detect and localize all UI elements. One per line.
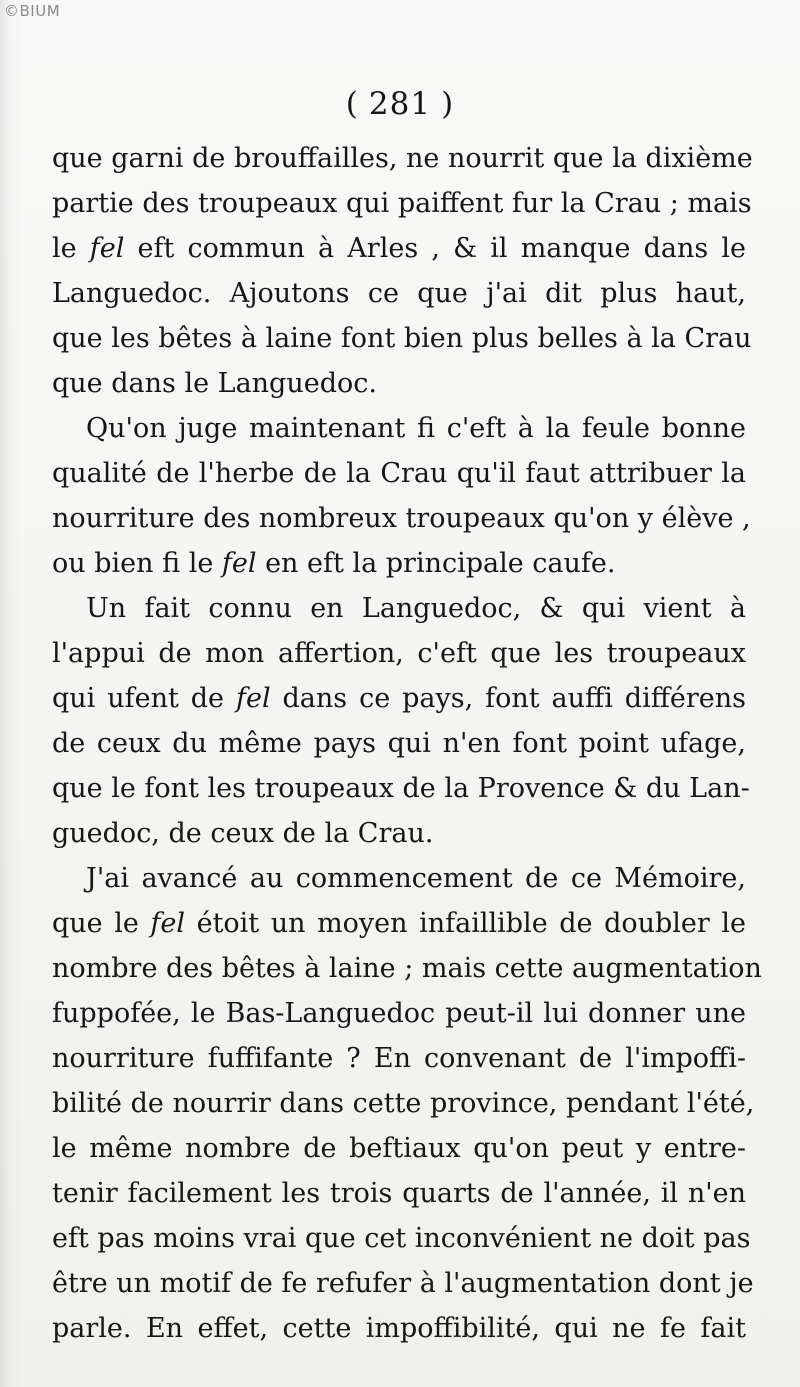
page-number: 281 bbox=[368, 86, 432, 122]
text-run: qui ufent de bbox=[52, 683, 236, 714]
text-line bbox=[86, 857, 746, 901]
text-line bbox=[52, 182, 752, 226]
text-run: Un fait connu en Languedoc, & qui vient à bbox=[86, 593, 746, 624]
text-run: fuppofée, le Bas-Languedoc peut-il lui donner une bbox=[52, 998, 746, 1029]
text-line bbox=[52, 1127, 746, 1171]
italic-text-run: fel bbox=[221, 548, 257, 579]
text-run: dans ce pays, font auffi différens bbox=[270, 683, 747, 714]
text-run: partie des troupeaux qui paiffent fur la Crau ; mais bbox=[52, 188, 752, 219]
text-line bbox=[52, 1217, 751, 1261]
italic-text-run: fel bbox=[235, 683, 271, 714]
text-run: l'appui de mon affertion, c'eft que les troupeaux bbox=[52, 638, 746, 669]
text-line bbox=[52, 1082, 755, 1126]
text-run: que le font les troupeaux de la Provence & du Lan- bbox=[52, 773, 750, 804]
text-line bbox=[52, 1262, 754, 1306]
text-run: nourriture fuffifante ? En convenant de l'impoffi- bbox=[52, 1043, 746, 1074]
watermark-text: ©BIUM bbox=[4, 2, 61, 20]
text-line bbox=[52, 722, 746, 766]
text-run: que dans le Languedoc. bbox=[52, 368, 377, 399]
text-run: parle. En effet, cette impoffibilité, qui ne fe fait bbox=[52, 1313, 746, 1344]
text-run: en eft la principale caufe. bbox=[256, 548, 616, 579]
text-line bbox=[52, 902, 746, 946]
text-line bbox=[52, 1172, 746, 1216]
text-line bbox=[52, 677, 746, 721]
text-run: bilité de nourrir dans cette province, pendant l'été, bbox=[52, 1088, 755, 1119]
text-line bbox=[52, 542, 615, 586]
text-line bbox=[52, 362, 377, 406]
text-run: nourriture des nombreux troupeaux qu'on y élève , bbox=[52, 503, 751, 534]
text-run: eft pas moins vrai que cet inconvénient ne doit pas bbox=[52, 1223, 751, 1254]
text-line bbox=[52, 992, 746, 1036]
text-run: qualité de l'herbe de la Crau qu'il faut attribuer la bbox=[52, 458, 746, 489]
text-line bbox=[52, 1037, 746, 1081]
text-line bbox=[52, 452, 746, 496]
text-run: le même nombre de beftiaux qu'on peut y entre- bbox=[52, 1133, 746, 1164]
text-line bbox=[52, 137, 753, 181]
text-run: ou bien fi le bbox=[52, 548, 222, 579]
italic-text-run: fel bbox=[89, 233, 125, 264]
text-line bbox=[52, 497, 751, 541]
text-run: que le bbox=[52, 908, 151, 939]
text-line bbox=[52, 227, 746, 271]
text-line bbox=[52, 272, 746, 316]
text-run: Qu'on juge maintenant fi c'eft à la feule bonne bbox=[86, 413, 746, 444]
page-header bbox=[0, 86, 800, 122]
page-number-left-paren: ( bbox=[345, 86, 359, 122]
text-line bbox=[86, 407, 746, 451]
text-line bbox=[52, 632, 746, 676]
text-run: de ceux du même pays qui n'en font point ufage, bbox=[52, 728, 746, 759]
text-run: le bbox=[52, 233, 90, 264]
text-run: guedoc, de ceux de la Crau. bbox=[52, 818, 434, 849]
text-run: que garni de brouffailles, ne nourrit que la dixième bbox=[52, 143, 753, 174]
text-run: J'ai avancé au commencement de ce Mémoire, bbox=[86, 863, 746, 894]
text-run: étoit un moyen infaillible de doubler le bbox=[185, 908, 746, 939]
text-run: tenir facilement les trois quarts de l'année, il n'en bbox=[52, 1178, 746, 1209]
text-run: nombre des bêtes à laine ; mais cette augmentation bbox=[52, 953, 762, 984]
italic-text-run: fel bbox=[150, 908, 186, 939]
text-run: eft commun à Arles , & il manque dans le bbox=[124, 233, 746, 264]
text-run: Languedoc. Ajoutons ce que j'ai dit plus haut, bbox=[52, 278, 746, 309]
text-line bbox=[52, 1307, 746, 1351]
text-line bbox=[86, 587, 746, 631]
text-run: que les bêtes à laine font bien plus belles à la Crau bbox=[52, 323, 752, 354]
page-number-right-paren: ) bbox=[441, 86, 455, 122]
text-line bbox=[52, 317, 752, 361]
text-run: être un motif de fe refufer à l'augmentation dont je bbox=[52, 1268, 754, 1299]
text-line bbox=[52, 812, 433, 856]
text-line bbox=[52, 947, 762, 991]
text-line bbox=[52, 767, 750, 811]
